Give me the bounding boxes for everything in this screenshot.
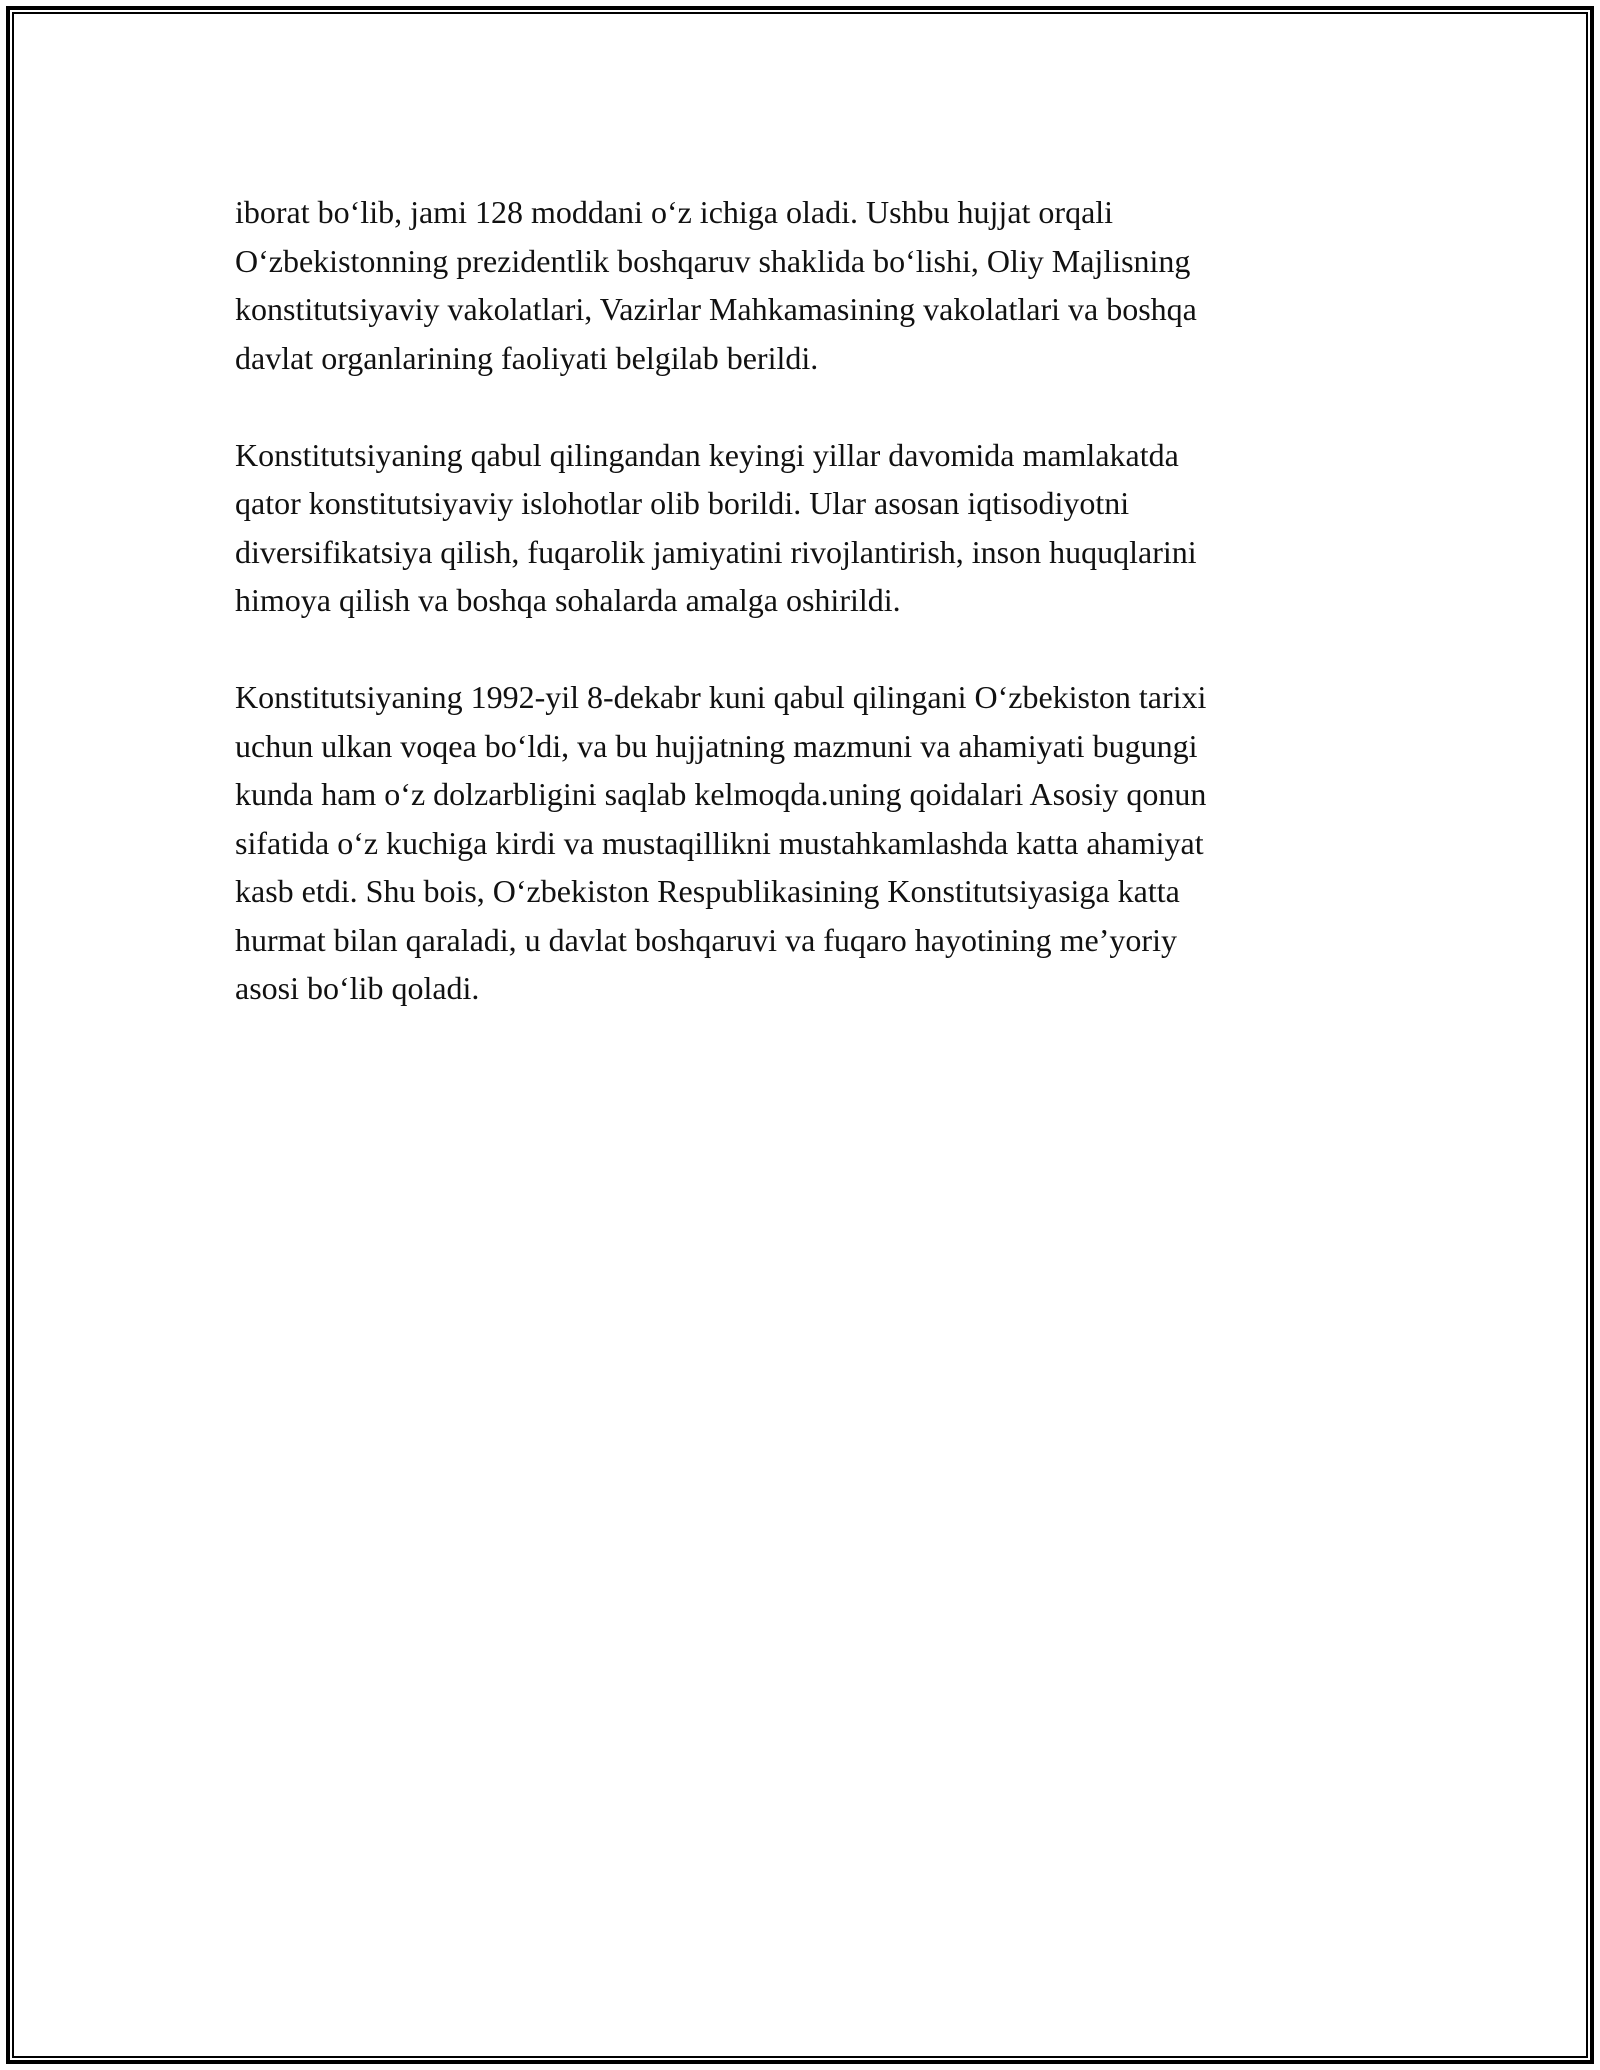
paragraph-1: iborat bo‘lib, jami 128 moddani o‘z ichiga oladi. Ushbu hujjat orqali O‘zbekistonning prezidentlik boshqaruv shaklida bo‘lishi, Oliy Majlisning konstitutsiyaviy vakolatlari, Vazirlar Mahkamasining vakolatlari va boshqa davlat organlarining faoliyati belgilab berildi. (235, 194, 1197, 376)
paragraph-3: Konstitutsiyaning 1992-yil 8-dekabr kuni qabul qilingani O‘zbekiston tarixi uchun ulkan voqea bo‘ldi, va bu hujjatning mazmuni va ahamiyati bugungi kunda ham o‘z dolzarbligini saqlab kelmoqda.uning qoidalari Asosiy qonun sifatida o‘z kuchiga kirdi va mustaqillikni mustahkamlashda katta ahamiyat kasb etdi. Shu bois, O‘zbekiston Respublikasining Konstitutsiyasiga katta hurmat bilan qaraladi, u davlat boshqaruvi va fuqaro hayotining me’yoriy asosi bo‘lib qoladi. (235, 679, 1207, 1006)
document-body (235, 188, 1365, 1061)
paragraph-2: Konstitutsiyaning qabul qilingandan keyingi yillar davomida mamlakatda qator konstitutsiyaviy islohotlar olib borildi. Ular asosan iqtisodiyotni diversifikatsiya qilish, fuqarolik jamiyatini rivojlantirish, inson huquqlarini himoya qilish va boshqa sohalarda amalga oshirildi. (235, 436, 1197, 618)
